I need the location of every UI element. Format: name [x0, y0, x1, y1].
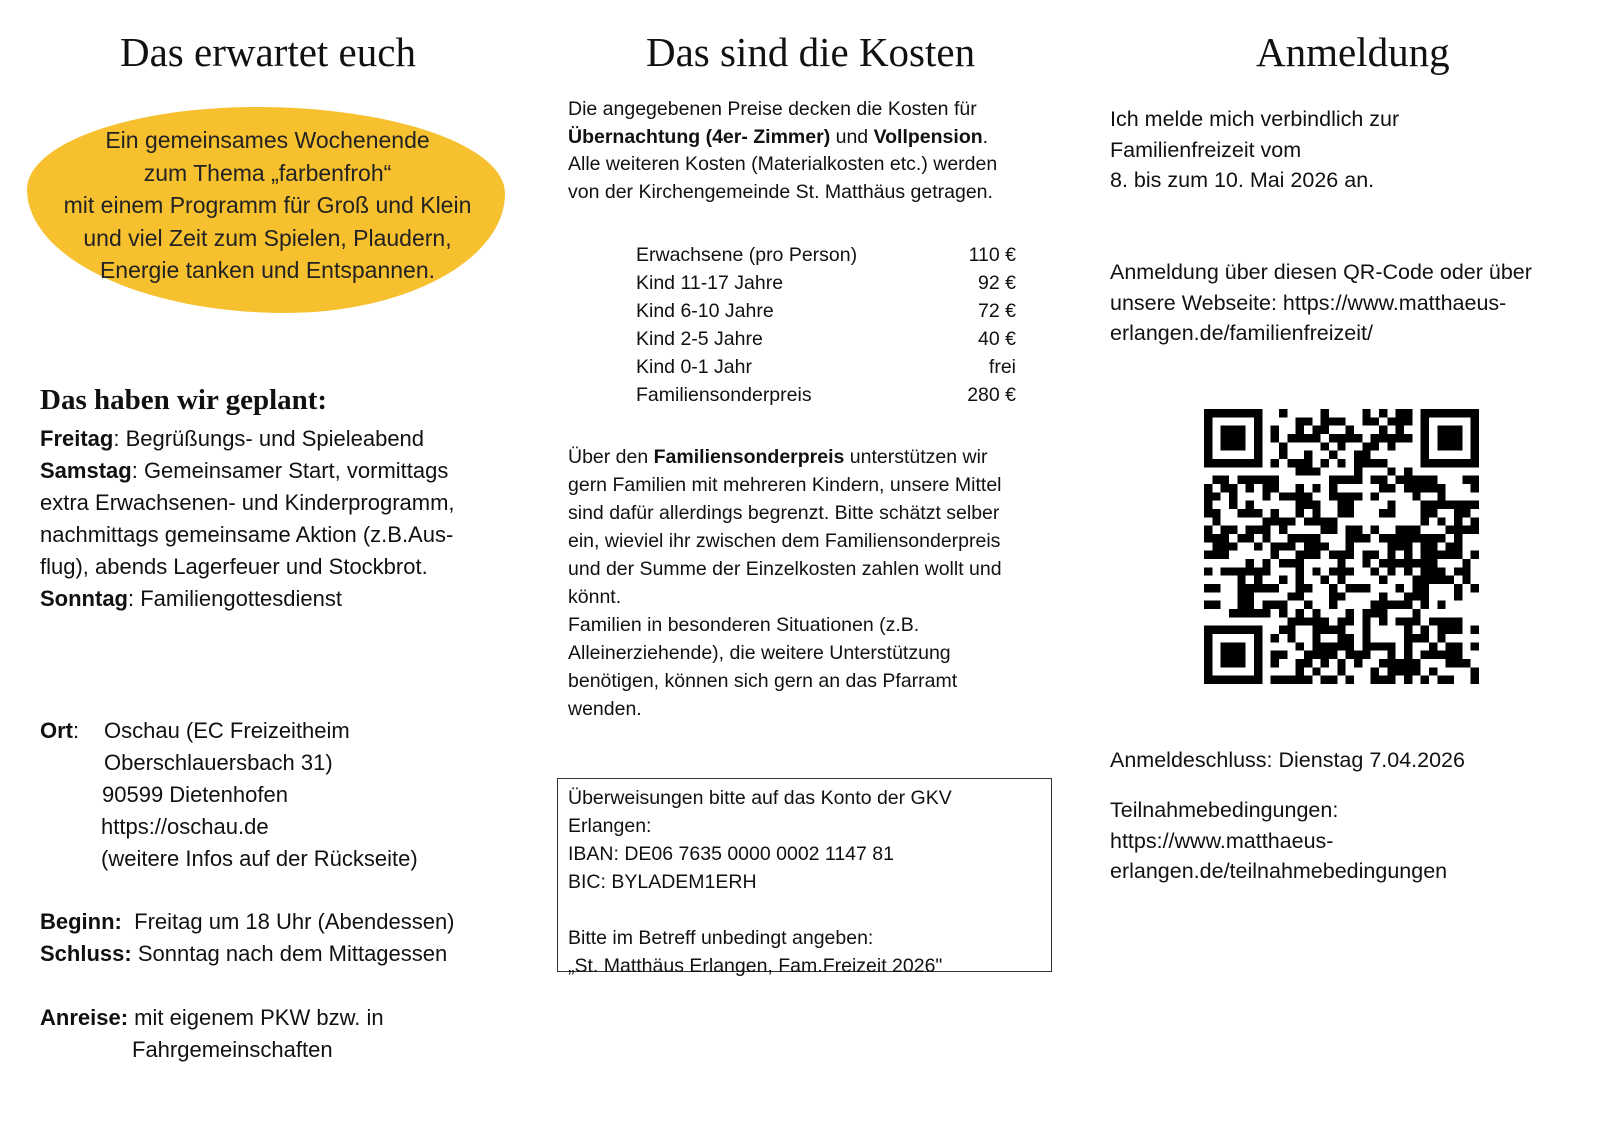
costs-intro-line: Die angegebenen Preise decken die Kosten für: [568, 98, 977, 120]
costs-note-line: ein, wieviel ihr zwischen dem Familiensonderpreis: [568, 530, 1001, 552]
price-label: Kind 2-5 Jahre: [636, 328, 763, 350]
bank-line: Überweisungen bitte auf das Konto der GKV: [568, 787, 952, 809]
costs-note-line: wenden.: [568, 698, 642, 720]
price-label: Kind 11-17 Jahre: [636, 272, 784, 294]
plan-saturday-text: nachmittags gemeinsame Aktion (z.B.Aus-: [40, 522, 454, 547]
conditions-label: Teilnahmebedingungen:: [1110, 798, 1339, 822]
costs-note-text: Über den: [568, 446, 654, 468]
location-line: (weitere Infos auf der Rückseite): [101, 846, 418, 871]
price-label: Kind 0-1 Jahr: [636, 356, 752, 378]
bic-text: BIC: BYLADEM1ERH: [568, 871, 757, 893]
costs-fullboard-bold: Vollpension: [873, 125, 983, 148]
bank-line: Bitte im Betreff unbedingt angeben:: [568, 927, 874, 949]
costs-note-line: könnt.: [568, 586, 622, 608]
price-label: Kind 6-10 Jahre: [636, 300, 774, 322]
costs-intro-text: .: [982, 125, 989, 148]
costs-accommodation-bold: Übernachtung (4er- Zimmer): [568, 125, 831, 148]
registration-qr-code[interactable]: [1204, 409, 1479, 684]
highlight-line: Ein gemeinsames Wochenende: [105, 127, 430, 153]
price-value: 40 €: [978, 328, 1016, 350]
conditions-link[interactable]: https://www.matthaeus-: [1110, 828, 1334, 853]
costs-note-line: gern Familien mit mehreren Kindern, unsere Mittel: [568, 474, 1002, 496]
plan-saturday-text: : Gemeinsamer Start, vormittags: [131, 458, 449, 483]
location-line: Oberschlauersbach 31): [104, 750, 333, 775]
costs-note-text: unterstützen wir: [844, 446, 988, 468]
registration-line: 8. bis zum 10. Mai 2026 an.: [1110, 168, 1375, 192]
location-label: Ort: [40, 718, 73, 743]
price-row: [636, 269, 1016, 297]
travel-text: Fahrgemeinschaften: [132, 1037, 333, 1062]
end-label: Schluss:: [40, 941, 132, 966]
registration-web-link[interactable]: unsere Webseite: https://www.matthaeus-: [1110, 290, 1507, 315]
times-block: [40, 906, 455, 970]
costs-note-line: Alleinerziehende), die weitere Unterstützung: [568, 642, 951, 664]
price-value: 280 €: [967, 384, 1016, 406]
location-website-link[interactable]: https://oschau.de: [101, 814, 269, 839]
left-column-title: Das erwartet euch: [120, 29, 416, 75]
conditions-text: [1110, 795, 1580, 887]
price-table: [636, 241, 1016, 409]
start-text: Freitag um 18 Uhr (Abendessen): [134, 909, 455, 934]
registration-deadline: Anmeldeschluss: Dienstag 7.04.2026: [1110, 748, 1465, 772]
price-label: Erwachsene (pro Person): [636, 244, 858, 266]
price-row: [636, 325, 1016, 353]
costs-note-line: sind dafür allerdings begrenzt. Bitte schätzt selber: [568, 502, 1000, 524]
plan-saturday-text: extra Erwachsenen- und Kinderprogramm,: [40, 490, 455, 515]
costs-note: [568, 443, 1048, 723]
bank-transfer-box: [557, 778, 1052, 977]
price-value: frei: [988, 356, 1016, 378]
highlight-line: Energie tanken und Entspannen.: [99, 257, 436, 283]
registration-line: Familienfreizeit vom: [1110, 137, 1302, 162]
location-line: 90599 Dietenhofen: [102, 782, 288, 807]
plan-sunday-text: : Familiengottesdienst: [128, 586, 342, 611]
conditions-link[interactable]: erlangen.de/teilnahmebedingungen: [1110, 859, 1448, 883]
price-row: [636, 353, 1016, 381]
travel-block: [40, 1002, 384, 1066]
location-label-block: [40, 715, 79, 747]
price-row: [636, 241, 1016, 269]
costs-intro: [568, 96, 1048, 206]
costs-note-line: benötigen, können sich gern an das Pfarramt: [568, 670, 958, 692]
travel-label: Anreise:: [40, 1005, 129, 1030]
costs-note-line: und der Summe der Einzelkosten zahlen wollt und: [568, 558, 1002, 580]
location-colon: :: [73, 718, 80, 743]
middle-column-title: Das sind die Kosten: [646, 29, 976, 75]
registration-text: [1110, 104, 1580, 196]
costs-note-line: Familien in besonderen Situationen (z.B.: [568, 614, 920, 636]
price-value: 110 €: [968, 244, 1016, 266]
price-row: [636, 297, 1016, 325]
plan-text: [40, 423, 510, 615]
iban-text: IBAN: DE06 7635 0000 0002 1147 81: [568, 843, 894, 865]
plan-friday-text: : Begrüßungs- und Spieleabend: [113, 426, 425, 451]
price-value: 72 €: [978, 300, 1016, 322]
plan-saturday-label: Samstag: [40, 458, 132, 483]
family-price-bold: Familiensonderpreis: [653, 446, 845, 468]
price-row: [636, 381, 1016, 409]
registration-web-link[interactable]: erlangen.de/familienfreizeit/: [1110, 321, 1373, 345]
registration-line: Ich melde mich verbindlich zur: [1110, 107, 1400, 131]
costs-intro-line: Alle weiteren Kosten (Materialkosten etc.) werden: [568, 153, 998, 175]
registration-web-line: Anmeldung über diesen QR-Code oder über: [1110, 260, 1532, 284]
bank-line: Erlangen:: [568, 815, 652, 837]
plan-friday-label: Freitag: [40, 426, 114, 451]
highlight-line: und viel Zeit zum Spielen, Plaudern,: [83, 224, 452, 251]
highlight-line: mit einem Programm für Groß und Klein: [63, 192, 472, 218]
highlight-line: zum Thema „farbenfroh“: [143, 159, 392, 186]
registration-web-text: [1110, 257, 1580, 349]
payment-reference: „St. Matthäus Erlangen, Fam.Freizeit 2026": [568, 955, 943, 977]
highlight-text: [40, 124, 495, 287]
start-label: Beginn:: [40, 909, 122, 934]
price-label: Familiensonderpreis: [636, 384, 812, 406]
plan-sunday-label: Sonntag: [40, 586, 128, 611]
right-column-title: Anmeldung: [1256, 29, 1450, 75]
location-line: Oschau (EC Freizeitheim: [104, 718, 350, 743]
travel-text: mit eigenem PKW bzw. in: [134, 1005, 384, 1030]
end-text: Sonntag nach dem Mittagessen: [137, 941, 448, 966]
plan-title: Das haben wir geplant:: [40, 384, 328, 416]
costs-intro-text: und: [830, 125, 874, 148]
plan-saturday-text: flug), abends Lagerfeuer und Stockbrot.: [40, 554, 428, 579]
location-address: [101, 715, 418, 875]
costs-intro-line: von der Kirchengemeinde St. Matthäus getragen.: [568, 180, 993, 203]
price-value: 92 €: [978, 272, 1016, 294]
